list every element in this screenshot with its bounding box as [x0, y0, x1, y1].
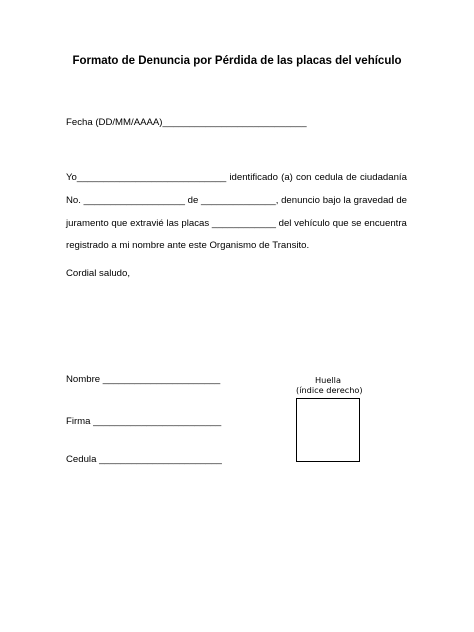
word: se [351, 218, 362, 229]
paragraph-line-3 [66, 218, 407, 230]
word: de [346, 172, 357, 183]
word: denuncio [281, 195, 321, 206]
word: de [187, 195, 199, 206]
word: la [343, 195, 351, 206]
word: las [166, 218, 179, 229]
closing-salutation: Cordial saludo, [66, 268, 130, 279]
word: No. [66, 195, 81, 206]
word: bajo [322, 195, 341, 206]
word: Yo____________________________ [66, 172, 227, 183]
word: extravié [130, 218, 164, 229]
word: que [111, 218, 128, 229]
date-field: Fecha (DD/MM/AAAA)___________________________ [66, 117, 307, 128]
word: ciudadanía [359, 172, 407, 183]
word: cedula [314, 172, 343, 183]
word: de [396, 195, 407, 206]
word: vehículo [294, 218, 330, 229]
word: placas [181, 218, 210, 229]
signature-field: Firma ________________________ [66, 416, 222, 427]
word: juramento [66, 218, 109, 229]
word: ____________ [211, 218, 276, 229]
paragraph-line-4: registrado a mi nombre ante este Organismo de Transito. [66, 240, 310, 251]
paragraph-line-2 [66, 195, 407, 207]
word: con [296, 172, 312, 183]
word: identificado [229, 172, 278, 183]
word: gravedad [353, 195, 394, 206]
paragraph-line-1 [66, 172, 407, 184]
fingerprint-label: Huella [315, 375, 341, 385]
fingerprint-box [296, 398, 360, 462]
word: encuentra [364, 218, 407, 229]
word: del [278, 218, 292, 229]
name-signature-field: Nombre ______________________ [66, 374, 221, 385]
word: (a) [281, 172, 293, 183]
word: que [332, 218, 349, 229]
fingerprint-sublabel: (índice derecho) [296, 385, 363, 395]
word: ___________________ [83, 195, 185, 206]
word: ______________, [201, 195, 279, 206]
id-number-field: Cedula _______________________ [66, 454, 222, 465]
page-title: Formato de Denuncia por Pérdida de las placas del vehículo [72, 55, 402, 67]
